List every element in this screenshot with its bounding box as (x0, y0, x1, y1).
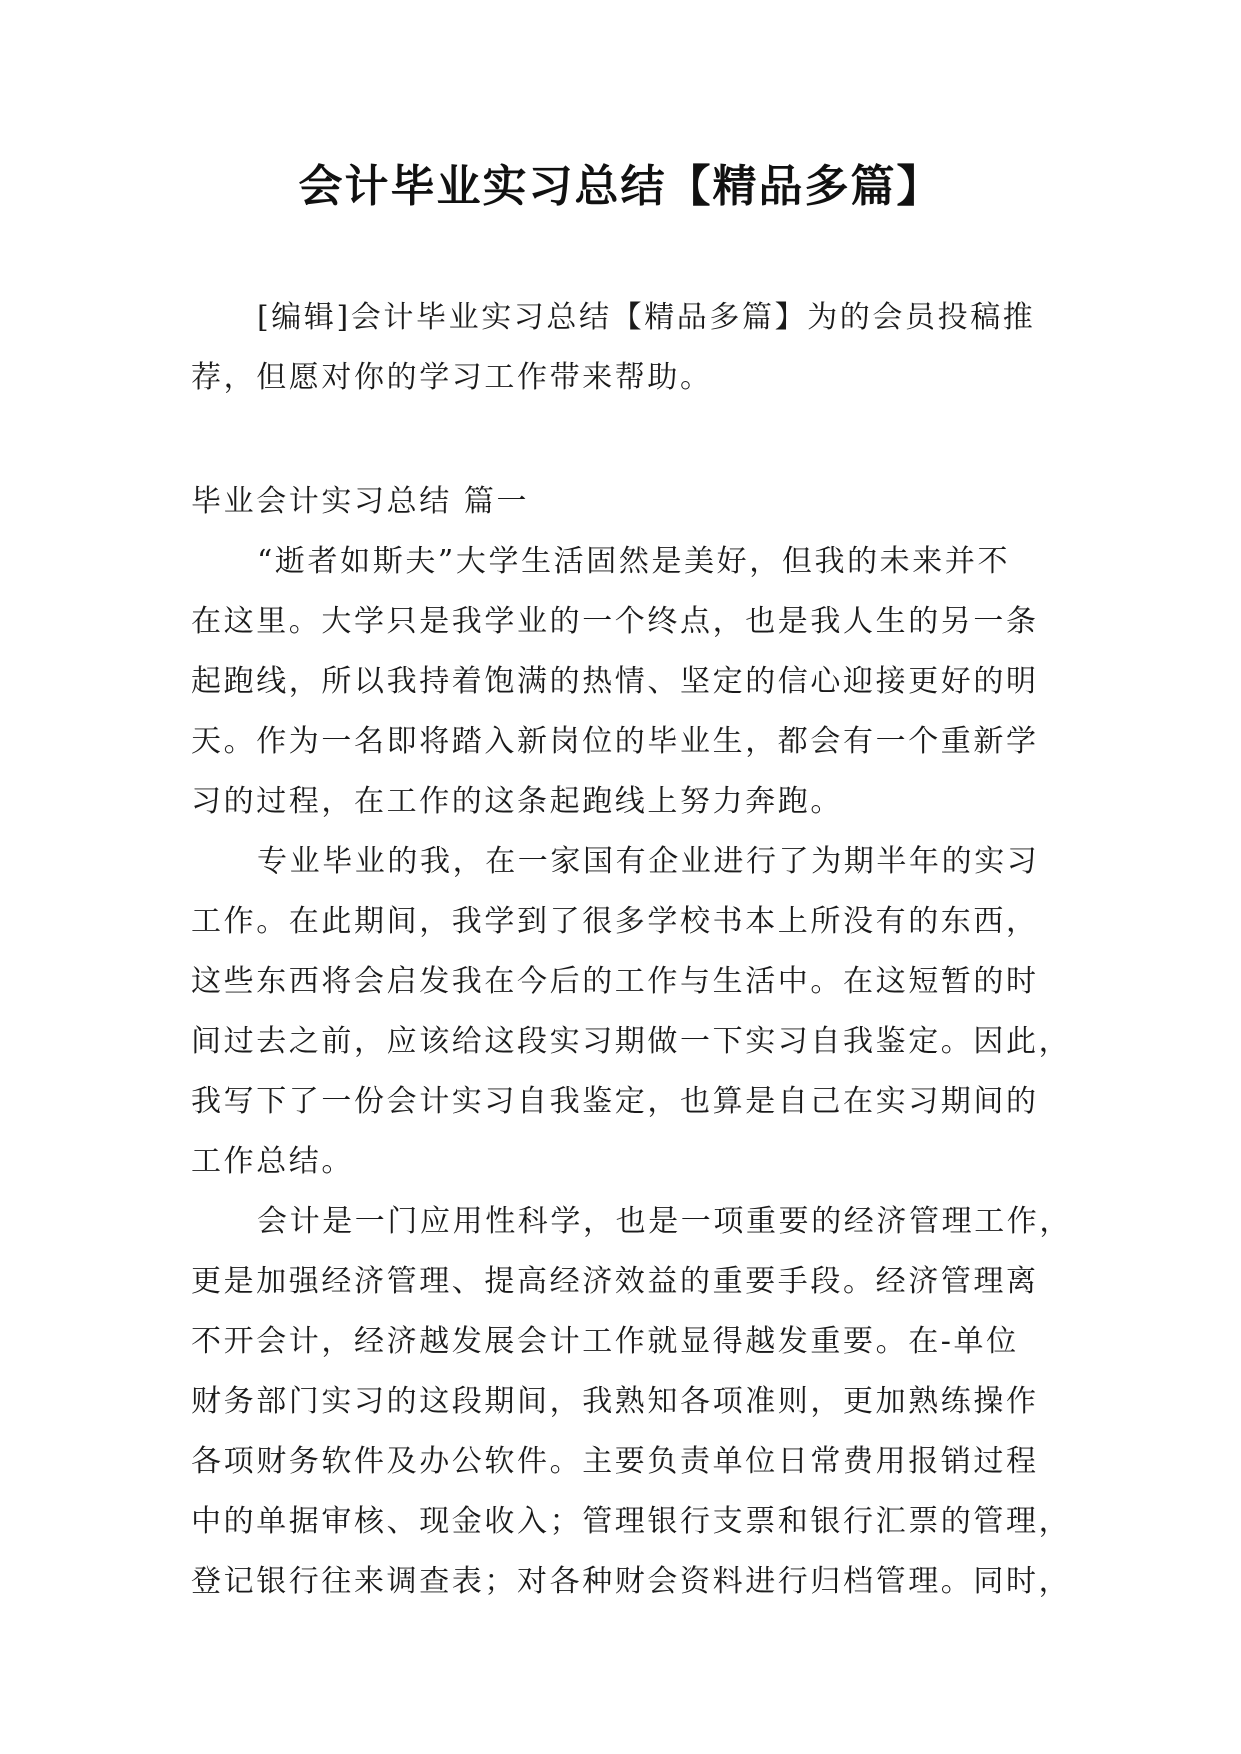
spacer (191, 408, 1061, 472)
text-line: 工作总结。 (191, 1144, 354, 1179)
paragraph-2 (191, 832, 1072, 1192)
text-line: 习的过程，在工作的这条起跑线上努力奔跑。 (191, 784, 843, 819)
page-title: 会计毕业实习总结【精品多篇】 (298, 161, 943, 212)
text-line: 更是加强经济管理、提高经济效益的重要手段。经济管理离 (191, 1264, 1039, 1299)
text-line: “逝者如斯夫”大学生活固然是美好，但我的未来并不 (257, 544, 1011, 579)
text-line: 间过去之前，应该给这段实习期做一下实习自我鉴定。因此， (191, 1024, 1072, 1059)
text-line: 财务部门实习的这段期间，我熟知各项准则，更加熟练操作 (191, 1384, 1039, 1419)
text-line: 专业毕业的我，在一家国有企业进行了为期半年的实习 (257, 844, 1040, 879)
text-line: [编辑]会计毕业实习总结【精品多篇】为的会员投稿推 (257, 300, 1036, 335)
paragraph-1 (191, 532, 1061, 832)
text-line: 起跑线，所以我持着饱满的热情、坚定的信心迎接更好的明 (191, 664, 1039, 699)
section-heading: 毕业会计实习总结 篇一 (191, 484, 530, 519)
text-line: 各项财务软件及办公软件。主要负责单位日常费用报销过程 (191, 1444, 1039, 1479)
text-line: 天。作为一名即将踏入新岗位的毕业生，都会有一个重新学 (191, 724, 1039, 759)
text-line: 我写下了一份会计实习自我鉴定，也算是自己在实习期间的 (191, 1084, 1039, 1119)
text-line: 工作。在此期间，我学到了很多学校书本上所没有的东西， (191, 904, 1039, 939)
text-line: 中的单据审核、现金收入；管理银行支票和银行汇票的管理， (191, 1504, 1072, 1539)
paragraph-3 (191, 1192, 1072, 1612)
text-line: 荐，但愿对你的学习工作带来帮助。 (191, 360, 713, 395)
intro-paragraph (191, 288, 1061, 408)
text-line: 不开会计，经济越发展会计工作就显得越发重要。在-单位 (191, 1324, 1019, 1359)
text-line: 在这里。大学只是我学业的一个终点，也是我人生的另一条 (191, 604, 1039, 639)
document-body (191, 288, 1072, 1612)
text-line: 会计是一门应用性科学，也是一项重要的经济管理工作， (257, 1204, 1072, 1239)
text-line: 这些东西将会启发我在今后的工作与生活中。在这短暂的时 (191, 964, 1039, 999)
text-line: 登记银行往来调查表；对各种财会资料进行归档管理。同时， (191, 1564, 1072, 1599)
